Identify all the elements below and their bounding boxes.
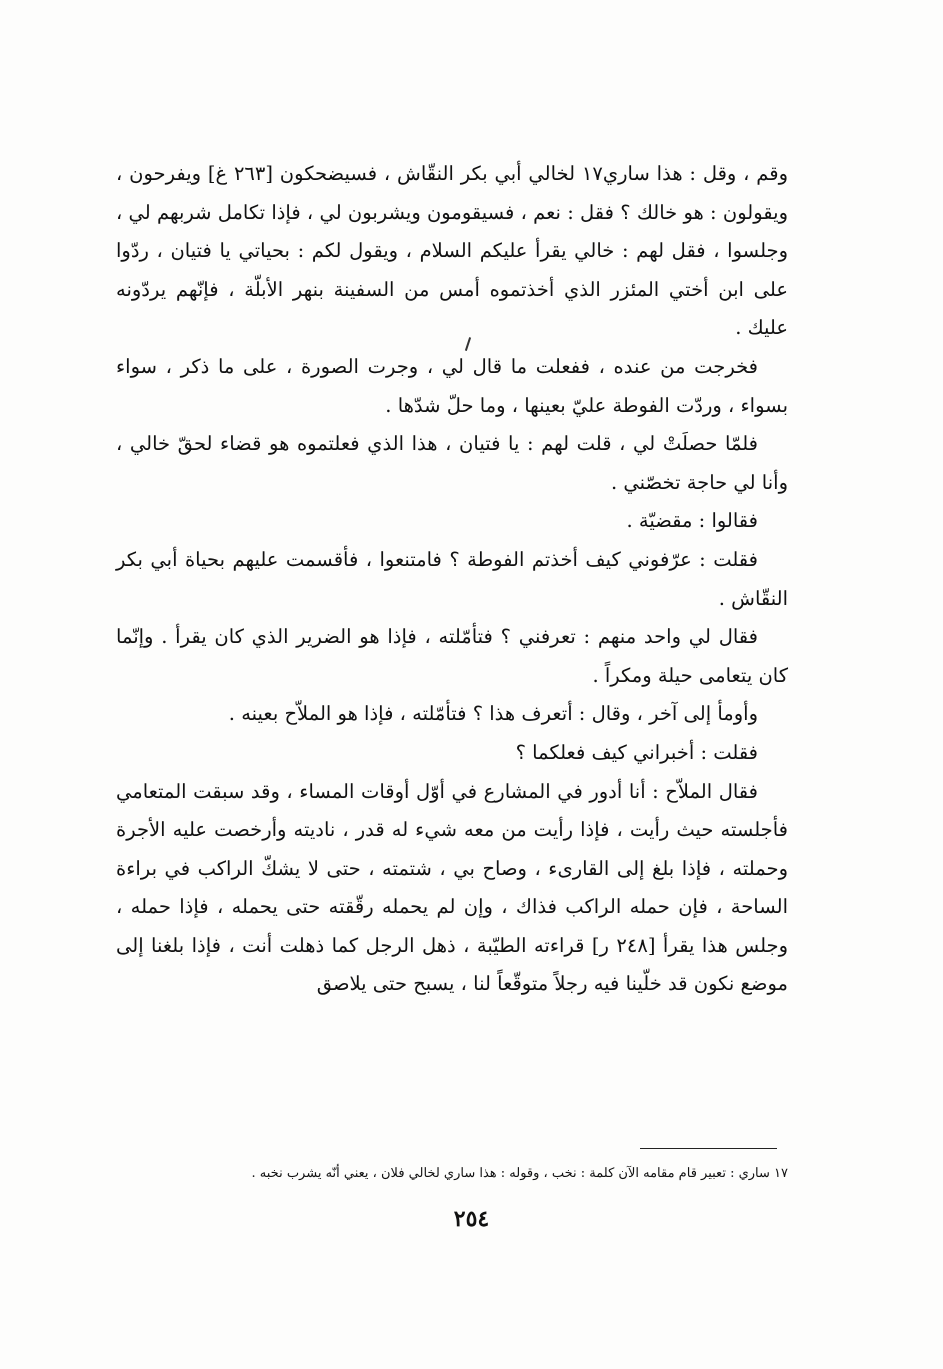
footnote: ١٧ ساري : تعبير قام مقامه الآن كلمة : نخب ، وقوله : هذا ساري لخالي فلان ، يعني أنّه يشرب نخبه . — [251, 1166, 788, 1181]
paragraph-6: فقال لي واحد منهم : تعرفني ؟ فتأمّلته ، فإذا هو الضرير الذي كان يقرأ . وإنّما كان يتعامى حيلة ومكراً . — [116, 625, 788, 687]
paragraph-9: فقال الملاّح : أنا أدور في المشارع في أوّل أوقات المساء ، وقد سبقت المتعامي فأجلسته حيث رأيت ، فإذا رأيت من معه شيء له قدر ، ناديته وأرخصت عليه الأجرة وحملته ، فإذا بلغ إلى القارىء ، وصاح بي ، شتمته ، حتى لا يشكّ الراكب في براءة الساحة ، فإن حمله الراكب فذاك ، وإن لم يحمله رقّقته حتى يحمله ، فإذا حمله ، وجلس هذا يقرأ [٢٤٨ ر] قراءته الطيّبة ، ذهل الرجل كما ذهلت أنت ، فإذا بلغنا إلى موضع نكون قد خلّينا فيه رجلاً متوقّعاً لنا ، يسبح حتى يلاصق — [116, 779, 788, 996]
page-number: ٢٥٤ — [453, 1206, 490, 1232]
paragraph-8: فقلت : أخبراني كيف فعلكما ؟ — [515, 740, 758, 764]
footnote-divider — [640, 1148, 777, 1149]
paragraph-5: فقلت : عرّفوني كيف أخذتم الفوطة ؟ فامتنعوا ، فأقسمت عليهم بحياة أبي بكر النقّاش . — [116, 547, 788, 610]
paragraph-7: وأومأ إلى آخر ، وقال : أتعرف هذا ؟ فتأمّلته ، فإذا هو الملاّح بعينه . — [228, 702, 758, 726]
paragraph-1: وقم ، وقل : هذا ساري١٧ لخالي أبي بكر النقّاش ، فسيضحكون [٢٦٣ غ] ويفرحون ، ويقولون : هو خالك ؟ فقل : نعم ، فسيقومون ويشربون لي ، فإذا تكامل شربهم لي ، وجلسوا ، فقل لهم : خالي يقرأ عليكم السلام ، ويقول لكم : بحياتي يا فتيان ، ردّوا على ابن أختي المئزر الذي أخذتموه أمس من السفينة بنهر الأبلّة ، فإنّهم يردّونه عليك . — [116, 162, 789, 340]
paragraph-2: فخرجت من عنده ، ففعلت ما قال لي ، وجرت الصورة ، على ما ذكر ، سواء بسواء ، وردّت الفوطة عليّ بعينها ، وما حلّ شدّها . — [116, 354, 788, 417]
paragraph-4: فقالوا : مقضيّة . — [626, 509, 758, 533]
paragraph-3: فلمّا حصلَتْ لي ، قلت لهم : يا فتيان ، هذا الذي فعلتموه هو قضاء لحقّ خالي ، وأنا لي حاجة تخصّني . — [116, 432, 788, 494]
main-text — [116, 155, 788, 1004]
